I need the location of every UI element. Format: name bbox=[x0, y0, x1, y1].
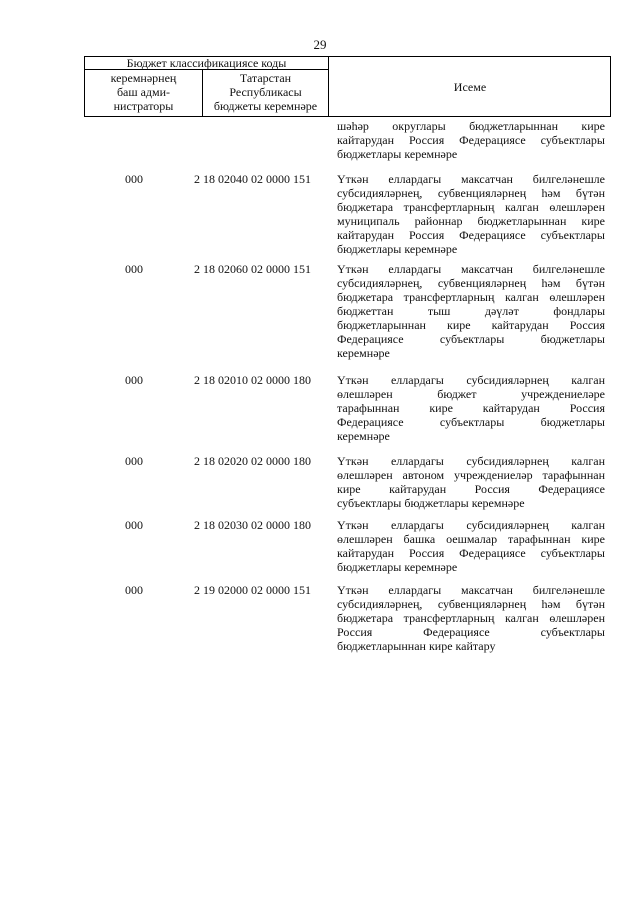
row-admin-code: 000 bbox=[125, 172, 143, 186]
row-name-line: кайтарудан Россия Федерациясе субъектлары bbox=[337, 228, 605, 242]
row-budget-code: 2 19 02000 02 0000 151 bbox=[194, 583, 311, 597]
header-col-code-line: Татарстан bbox=[239, 71, 292, 85]
row-name-line: субъектлары бюджетлары керемнәре bbox=[337, 496, 525, 510]
row-name-line: өлешләрен автоном учреждениеләр тарафыннан bbox=[337, 468, 605, 482]
row-name-line: бюджеттан тыш дәүләт фондлары bbox=[337, 304, 605, 318]
row-name-line: Үткән еллардагы максатчан билгеләнешле bbox=[337, 172, 605, 186]
row-name bbox=[337, 518, 605, 574]
row-name-line: керемнәре bbox=[337, 429, 390, 443]
row-budget-code: 2 18 02010 02 0000 180 bbox=[194, 373, 311, 387]
row-name-line: Үткән еллардагы максатчан билгеләнешле bbox=[337, 262, 605, 276]
header-col-name: Исеме bbox=[453, 80, 487, 94]
header-col-code bbox=[203, 71, 328, 113]
row-admin-code: 000 bbox=[125, 454, 143, 468]
row-name-line: кайтарудан Россия Федерациясе субъектлары bbox=[337, 133, 605, 147]
row-name bbox=[337, 119, 605, 161]
page-number: 29 bbox=[313, 37, 327, 52]
row-name-line: бюджетара трансфертларның калган өлешләрен bbox=[337, 200, 605, 214]
row-name-line: Федерациясе субъектлары бюджетлары bbox=[337, 332, 605, 346]
row-name-line: керемнәре bbox=[337, 346, 390, 360]
row-admin-code: 000 bbox=[125, 262, 143, 276]
row-name-line: Үткән еллардагы субсидияләрнең калган bbox=[337, 454, 605, 468]
row-name-line: муниципаль районнар бюджетларыннан кире bbox=[337, 214, 605, 228]
row-admin-code: 000 bbox=[125, 583, 143, 597]
row-name-line: кайтарудан Россия Федерациясе субъектлары bbox=[337, 546, 605, 560]
row-name-line: бюджетара трансфертларның калган өлешләрен bbox=[337, 611, 605, 625]
row-name bbox=[337, 262, 605, 360]
row-name bbox=[337, 454, 605, 510]
table-header bbox=[84, 56, 611, 117]
row-name-line: Үткән еллардагы субсидияләрнең калган bbox=[337, 373, 605, 387]
row-name-line: тарафыннан кире кайтарудан Россия bbox=[337, 401, 605, 415]
row-name-line: өлешләрен башка оешмалар тарафыннан кире bbox=[337, 532, 605, 546]
row-name bbox=[337, 172, 605, 256]
row-name-line: кире кайтарудан Россия Федерациясе bbox=[337, 482, 605, 496]
header-group-title: Бюджет классификациясе коды bbox=[126, 56, 287, 70]
row-name-line: бюджетара трансфертларның калган өлешләрен bbox=[337, 290, 605, 304]
row-name-line: субсидияләрнең, субвенцияләрнең һәм бүтән bbox=[337, 597, 605, 611]
header-col-admin-line: керемнәрнең bbox=[110, 71, 177, 85]
row-admin-code: 000 bbox=[125, 518, 143, 532]
row-budget-code: 2 18 02040 02 0000 151 bbox=[194, 172, 311, 186]
row-name-line: өлешләрен бюджет учреждениеләре bbox=[337, 387, 605, 401]
row-admin-code: 000 bbox=[125, 373, 143, 387]
row-name-line: Үткән еллардагы максатчан билгеләнешле bbox=[337, 583, 605, 597]
row-name bbox=[337, 373, 605, 443]
row-name bbox=[337, 583, 605, 653]
row-name-line: бюджетларыннан кире кайтару bbox=[337, 639, 496, 653]
row-name-line: субсидияләрнең, субвенцияләрнең һәм бүтән bbox=[337, 186, 605, 200]
header-col-admin-line: баш адми- bbox=[116, 85, 171, 99]
row-budget-code: 2 18 02020 02 0000 180 bbox=[194, 454, 311, 468]
row-name-line: Үткән еллардагы субсидияләрнең калган bbox=[337, 518, 605, 532]
header-col-admin bbox=[85, 71, 202, 113]
row-budget-code: 2 18 02030 02 0000 180 bbox=[194, 518, 311, 532]
header-col-code-line: Республикасы bbox=[229, 85, 302, 99]
row-name-line: бюджетлары керемнәре bbox=[337, 560, 458, 574]
row-name-line: Россия Федерациясе субъектлары bbox=[337, 625, 605, 639]
row-name-line: бюджетларыннан кире кайтарудан Россия bbox=[337, 318, 605, 332]
row-name-line: Федерациясе субъектлары бюджетлары bbox=[337, 415, 605, 429]
row-budget-code: 2 18 02060 02 0000 151 bbox=[194, 262, 311, 276]
row-name-line: бюджетлары керемнәре bbox=[337, 147, 458, 161]
row-name-line: бюджетлары керемнәре bbox=[337, 242, 458, 256]
row-name-line: субсидияләрнең, субвенцияләрнең һәм бүтән bbox=[337, 276, 605, 290]
header-col-code-line: бюджеты керемнәре bbox=[213, 99, 318, 113]
row-name-line: шәһәр округлары бюджетларыннан кире bbox=[337, 119, 605, 133]
header-col-admin-line: нистраторы bbox=[113, 99, 174, 113]
